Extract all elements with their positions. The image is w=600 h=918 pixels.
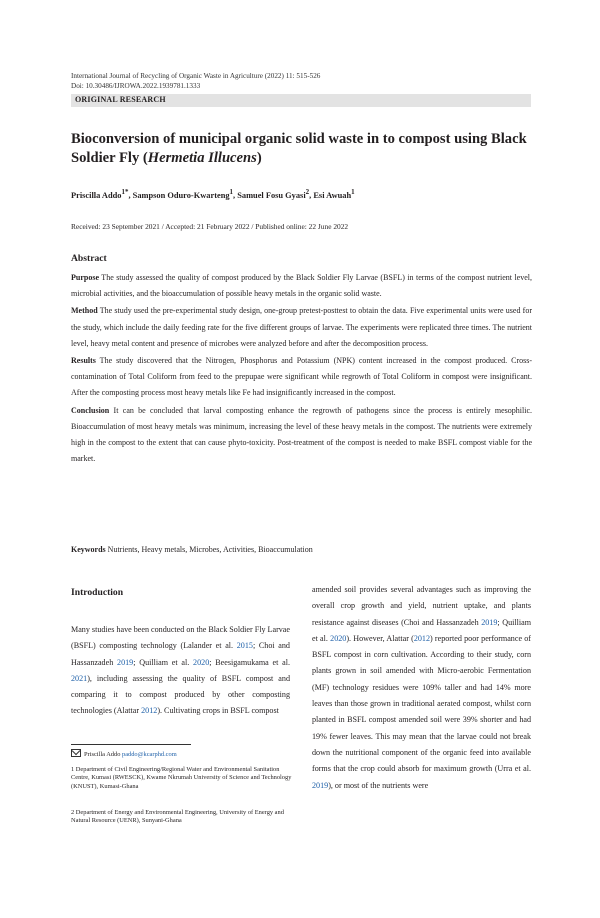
corresponding-author [71,748,296,759]
intro-column-left [71,622,290,720]
footnote-divider [71,744,191,745]
abstract-body [71,270,532,468]
journal-citation-line: International Journal of Recycling of Organic Waste in Agriculture (2022) 11: 515-526 [71,72,321,80]
author-name: Priscilla Addo [71,190,122,200]
conclusion-text: It can be concluded that larval composting enhance the regrowth of pathogens since the process is entirely mesophilic. Bioaccumulation of most heavy metals was minimum, increasing the level of these heavy metals in the compost. The nutrients were extremely high in the compost to the extent that can cause phyto-toxicity. Post-treatment of the compost is needed to make BSFL compost viable for the market. [71,405,532,464]
abstract-heading: Abstract [71,253,107,264]
citation-link[interactable]: 2015 [236,641,253,651]
section-label-bar [71,94,531,107]
method-label: Method [71,306,98,316]
abstract-purpose [71,270,532,302]
body-text: amended soil provides several advantages such as improving the overall crop growth and yield, nutrient uptake, and plants resistance against diseases (Choi and Hassanzadeh [312,585,531,627]
author-name: Sampson Oduro-Kwarteng [132,190,230,200]
body-text: ; Beesigamukama et al. [209,657,290,667]
author-affiliation: 1* [121,188,129,196]
abstract-conclusion [71,403,532,468]
abstract-method [71,303,532,352]
author-affiliation: 1 [351,188,355,196]
keywords [71,545,532,554]
body-text: ; Choi and Hassanzadeh [71,641,290,667]
author-affiliation: 2 [305,188,310,196]
affiliation-footnote-1: 1 Department of Civil Engineering/Regional Water and Environmental Sanitation Centre, Kumasi (RWESCK), Kwame Nkrumah University of Science and Technology (KNUST), Kumasi-Ghana [71,766,292,790]
body-text: ), or most of the nutrients were [328,780,429,790]
body-text: ; Quilliam et al. [133,657,194,667]
title-end: ) [256,150,262,166]
title-text: Bioconversion of municipal organic solid waste in to compost using Black Soldier Fly ( [71,131,527,166]
abstract-results [71,353,532,402]
body-text: ). Cultivating crops in BSFL compost [157,706,279,716]
purpose-label: Purpose [71,273,99,282]
article-title [71,130,541,168]
results-label: Results [71,356,96,366]
email-link[interactable]: paddo@kcarphd.com [122,751,177,758]
body-text: ), including assessing the quality of BSFL compost and comparing it to compost produced by other composting technologies (Alattar [71,673,290,716]
results-text: The study discovered that the Nitrogen, Phosphorus and Potassium (NPK) content increased in the compost produced. Cross-contamination of Total Coliform from feed to the prepupae were significant while regrowth of Total Coliform in compost were insignificant. After the composting process most heavy metals like Fe had insignificantly increased in the compost. [71,356,532,398]
affiliation-footnote-2: 2 Department of Energy and Environmental Engineering, University of Energy and Natural Resource (UENR), Sunyani-Ghana [71,809,284,825]
author-affiliation: 1 [229,188,234,196]
title-species: Hermetia Illucens [147,150,257,166]
citation-link[interactable]: 2019 [481,617,498,627]
doi-line: Doi: 10.30486/IJROWA.2022.1939781.1333 [71,81,201,90]
author-list: Priscilla Addo$^{1*}$, Sampson Oduro-Kwarteng$^1$, Samuel Fosu Gyasi$^2$, Esi Awuah$^1$ [71,188,355,200]
citation-link[interactable]: 2019 [312,780,329,790]
citation-link[interactable]: 2012 [413,633,430,643]
author-name: Samuel Fosu Gyasi [237,190,306,200]
citation-link[interactable]: 2019 [117,657,134,667]
citation-link[interactable]: 2021 [71,673,88,683]
author-name: Esi Awuah [313,190,352,200]
introduction-heading: Introduction [71,587,124,598]
citation-link[interactable]: 2020 [330,633,347,643]
section-label: ORIGINAL RESEARCH [75,95,166,104]
body-text: Many studies have been conducted on the Black Soldier Fly Larvae (BSFL) composting technology (Lalander et al. [71,625,290,651]
body-text: ) reported poor performance of BSFL compost in corn cultivation. According to their study, corn plants grown in soil amended with Micro-aerobic Fermentation (MF) technology residues were 109% taller and had 14% more leaves than those grown in traditional aerated compost, whilst corn planted in BSFL compost amended soil were 39% shorter and had 19% fewer leaves. This may mean that the larvae could not break down the nutritional component of the organic feed into available forms that the crop could absorb for maximum growth (Urra et al. [312,633,532,774]
citation-link[interactable]: 2012 [141,706,158,716]
purpose-text: The study assessed the quality of compost produced by the Black Soldier Fly Larvae (BSFL) in terms of the compost nutrient level, microbial activities, and the bioaccumulation of possible heavy metals in the organic solid waste. [71,273,532,299]
keywords-text: Nutrients, Heavy metals, Microbes, Activities, Bioaccumulation [105,545,313,554]
keywords-label: Keywords [71,545,106,554]
conclusion-label: Conclusion [71,405,110,415]
method-text: The study used the pre-experimental study design, one-group pretest-posttest to obtain the data. Five experimental units were used for the study, which include the daily feeding rate for the five different groups of larvae. The experiments were replicated three times. The nutrient level, heavy metal content and presence of microbes were analyzed before and after the decomposition process. [71,306,532,348]
publication-dates: Received: 23 September 2021 / Accepted: 21 February 2022 / Published online: 22 June 2022 [71,222,349,231]
journal-header [71,72,320,91]
envelope-icon [71,749,81,757]
citation-link[interactable]: 2020 [193,657,210,667]
corresponding-author-name: Priscilla Addo [84,751,122,758]
body-text: ; Quilliam et al. [312,617,531,643]
body-text: ). However, Alattar ( [346,633,414,643]
intro-column-right [312,582,531,794]
